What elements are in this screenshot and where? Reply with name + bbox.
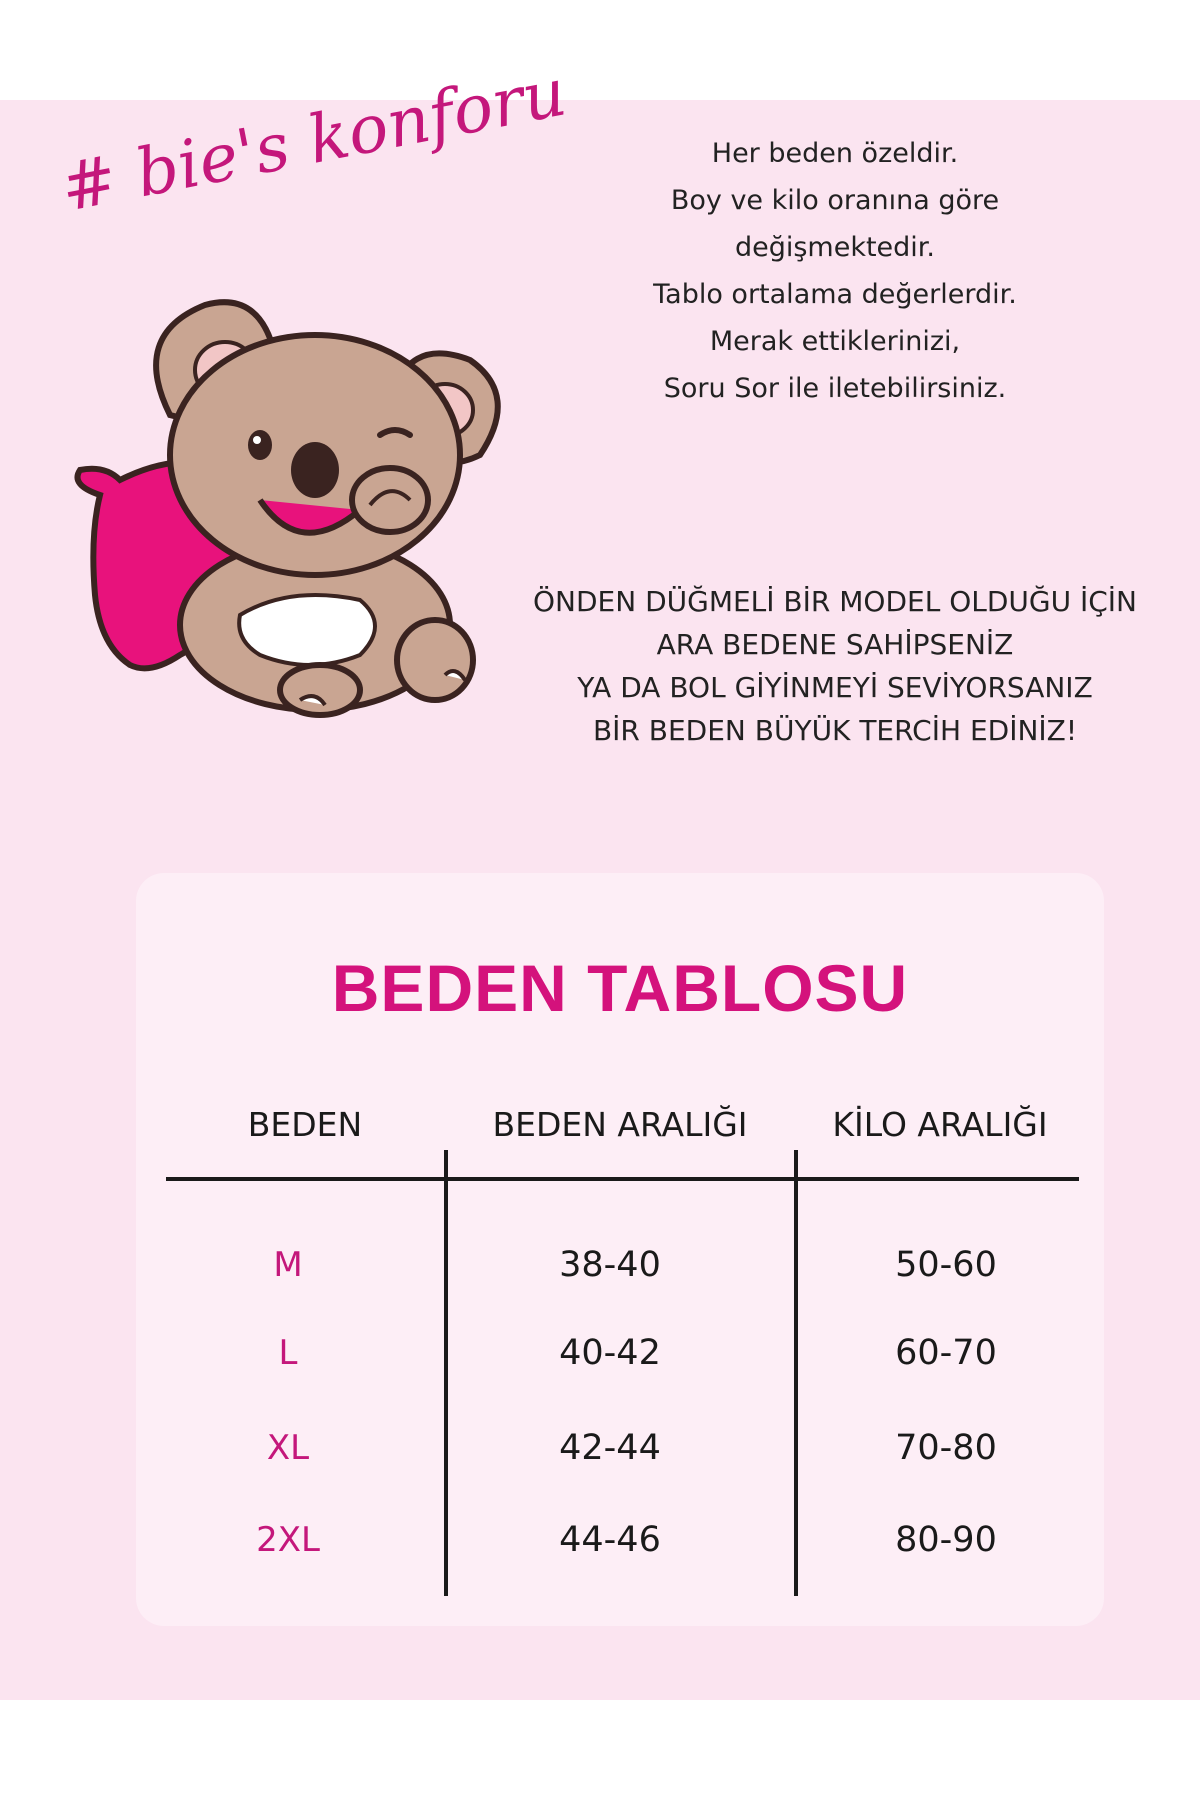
recommendation-line: YA DA BOL GİYİNMEYİ SEVİYORSANIZ <box>577 671 1093 704</box>
table-cell-weight-range: 80-90 <box>895 1520 997 1560</box>
table-cell-size-range: 40-42 <box>559 1333 661 1373</box>
column-header-size-range: BEDEN ARALIĞI <box>492 1105 748 1144</box>
table-cell-weight-range: 60-70 <box>895 1333 997 1373</box>
table-column-divider <box>794 1150 798 1596</box>
column-header-weight-range: KİLO ARALIĞI <box>832 1105 1048 1144</box>
info-text-block <box>590 130 1080 412</box>
brand-tagline: # bie's konforu <box>54 53 573 227</box>
koala-nose-icon <box>291 442 339 498</box>
table-cell-weight-range: 70-80 <box>895 1428 997 1468</box>
size-table-title: BEDEN TABLOSU <box>331 951 909 1025</box>
info-line: Soru Sor ile iletebilirsiniz. <box>663 373 1007 404</box>
table-header-divider <box>166 1177 1079 1181</box>
info-line: Merak ettiklerinizi, <box>709 326 961 357</box>
recommendation-line: ARA BEDENE SAHİPSENİZ <box>656 628 1014 661</box>
recommendation-line: BİR BEDEN BÜYÜK TERCİH EDİNİZ! <box>592 714 1078 747</box>
table-cell-size: M <box>273 1245 303 1285</box>
recommendation-line: ÖNDEN DÜĞMELİ BİR MODEL OLDUĞU İÇİN <box>532 585 1137 618</box>
table-cell-weight-range: 50-60 <box>895 1245 997 1285</box>
recommendation-text-block <box>490 580 1180 752</box>
table-cell-size: XL <box>266 1428 310 1468</box>
info-line: Her beden özeldir. <box>711 138 959 169</box>
table-cell-size: L <box>278 1333 298 1373</box>
koala-illustration <box>60 295 520 725</box>
table-cell-size-range: 44-46 <box>559 1520 661 1560</box>
info-line: Tablo ortalama değerlerdir. <box>653 279 1017 310</box>
table-cell-size-range: 38-40 <box>559 1245 661 1285</box>
koala-belly-icon <box>239 595 375 665</box>
column-header-size: BEDEN <box>247 1105 363 1144</box>
info-line: değişmektedir. <box>734 232 936 263</box>
table-column-divider <box>444 1150 448 1596</box>
koala-foot-icon <box>397 620 473 700</box>
table-cell-size: 2XL <box>256 1520 320 1560</box>
koala-foot-icon <box>280 665 360 715</box>
info-line: Boy ve kilo oranına göre <box>670 185 1000 216</box>
table-cell-size-range: 42-44 <box>559 1428 661 1468</box>
koala-hand-icon <box>352 468 428 532</box>
